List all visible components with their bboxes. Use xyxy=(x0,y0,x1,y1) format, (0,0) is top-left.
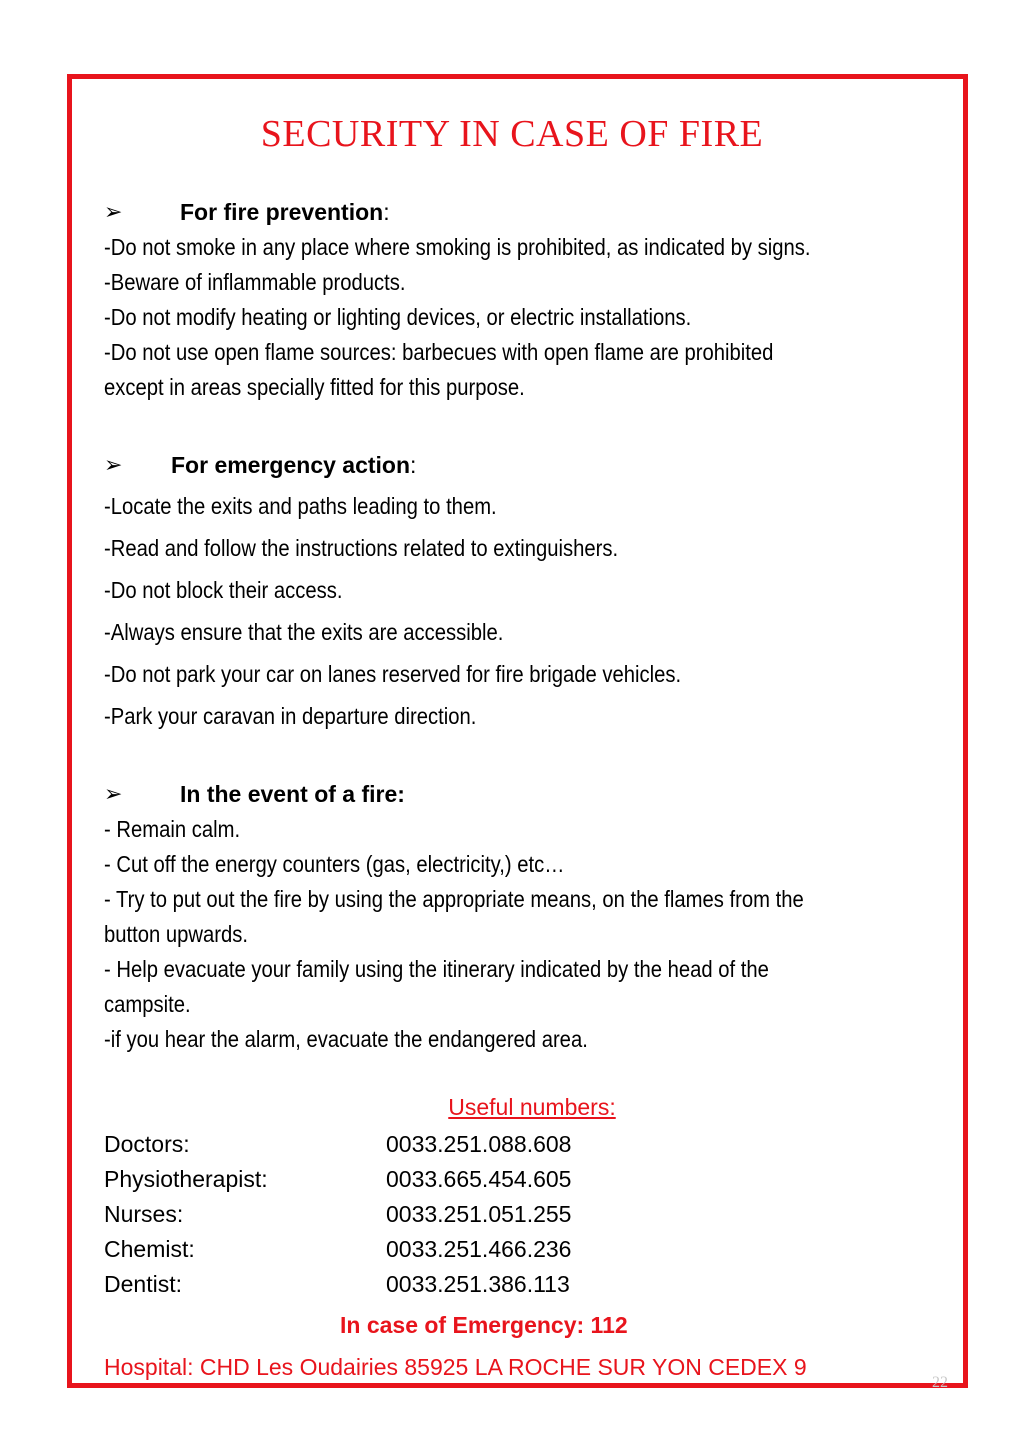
contact-number-dentist: 0033.251.386.113 xyxy=(386,1271,570,1297)
event-of-fire-line: - Cut off the energy counters (gas, electricity,) etc… xyxy=(104,851,565,877)
prevention-line: -Beware of inflammable products. xyxy=(104,269,406,295)
prevention-line: -Do not use open flame sources: barbecues with open flame are prohibited xyxy=(104,339,774,365)
page-title: SECURITY IN CASE OF FIRE xyxy=(260,113,764,155)
hospital-address: Hospital: CHD Les Oudairies 85925 LA ROCHE SUR YON CEDEX 9 xyxy=(104,1354,807,1380)
event-of-fire-line: campsite. xyxy=(104,991,191,1017)
event-of-fire-line: - Try to put out the fire by using the appropriate means, on the flames from the xyxy=(104,886,804,912)
contact-label-doctors: Doctors: xyxy=(104,1131,190,1157)
bullet-arrow-icon: ➢ xyxy=(104,199,123,224)
bullet-arrow-icon: ➢ xyxy=(104,452,123,477)
event-of-fire-line: -if you hear the alarm, evacuate the endangered area. xyxy=(104,1026,588,1052)
emergency-action-line: -Read and follow the instructions related to extinguishers. xyxy=(104,535,619,561)
event-of-fire-line: - Help evacuate your family using the itinerary indicated by the head of the xyxy=(104,956,769,982)
emergency-action-line: -Park your caravan in departure direction. xyxy=(104,703,477,729)
contact-number-nurses: 0033.251.051.255 xyxy=(386,1201,572,1227)
section-heading-prevention: For fire prevention: xyxy=(180,199,390,225)
contact-number-chemist: 0033.251.466.236 xyxy=(386,1236,572,1262)
emergency-number: In case of Emergency: 112 xyxy=(340,1312,628,1338)
emergency-action-line: -Always ensure that the exits are accessible. xyxy=(104,619,504,645)
contact-number-doctors: 0033.251.088.608 xyxy=(386,1131,572,1157)
bullet-arrow-icon: ➢ xyxy=(104,781,123,806)
emergency-action-line: -Locate the exits and paths leading to them. xyxy=(104,493,497,519)
event-of-fire-line: button upwards. xyxy=(104,921,249,947)
contact-label-dentist: Dentist: xyxy=(104,1271,182,1297)
prevention-line: -Do not smoke in any place where smoking is prohibited, as indicated by signs. xyxy=(104,234,811,260)
emergency-action-line: -Do not block their access. xyxy=(104,577,343,603)
prevention-line: except in areas specially fitted for this purpose. xyxy=(104,374,525,400)
useful-numbers-heading: Useful numbers: xyxy=(448,1094,616,1120)
contact-label-nurses: Nurses: xyxy=(104,1201,184,1227)
contact-label-chemist: Chemist: xyxy=(104,1236,195,1262)
section-heading-event-of-fire: In the event of a fire: xyxy=(180,781,405,807)
contact-number-physiotherapist: 0033.665.454.605 xyxy=(386,1166,572,1192)
prevention-line: -Do not modify heating or lighting devices, or electric installations. xyxy=(104,304,692,330)
event-of-fire-line: - Remain calm. xyxy=(104,816,241,842)
emergency-action-line: -Do not park your car on lanes reserved for fire brigade vehicles. xyxy=(104,661,682,687)
page-number: 22 xyxy=(932,1374,948,1391)
section-heading-emergency-action: For emergency action: xyxy=(171,452,417,478)
contact-label-physiotherapist: Physiotherapist: xyxy=(104,1166,268,1192)
